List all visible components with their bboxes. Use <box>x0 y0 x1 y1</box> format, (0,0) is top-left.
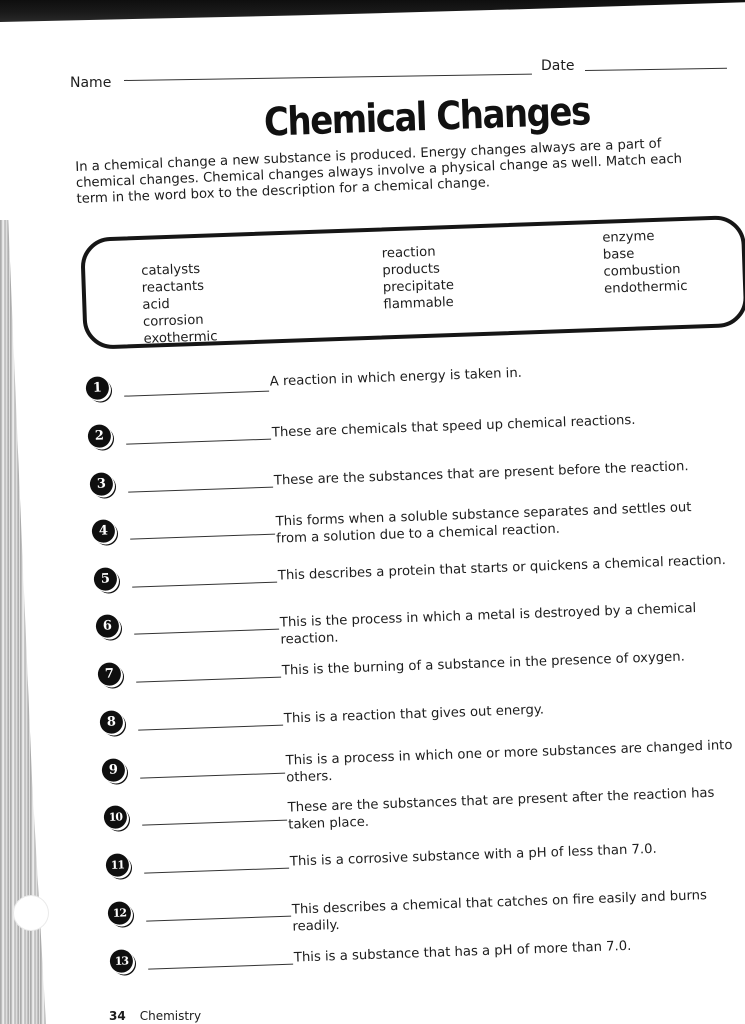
answer-blank[interactable] <box>142 820 287 826</box>
question-item <box>94 552 727 596</box>
question-number-badge: 11 <box>106 853 130 877</box>
word-item: enzyme <box>602 228 655 246</box>
word-item: acid <box>142 296 171 313</box>
question-text: This is a reaction that gives out energy. <box>283 702 545 727</box>
question-number-badge: 8 <box>100 710 124 734</box>
answer-blank[interactable] <box>148 964 293 970</box>
question-text: This is the burning of a substance in the presence of oxygen. <box>281 649 686 679</box>
word-item: reaction <box>381 244 436 262</box>
question-number-badge: 1 <box>86 376 110 400</box>
date-label: Date <box>541 58 575 74</box>
word-item: precipitate <box>382 277 455 296</box>
word-item: combustion <box>603 262 681 280</box>
question-number-badge: 3 <box>90 472 114 496</box>
intro-paragraph: In a chemical change a new substance is produced. Energy changes always are a part of chemical changes. Chemical changes always involve a physical change as well. Match each term in the word box to the description for a chemical change. <box>75 136 683 207</box>
word-item: base <box>602 246 635 263</box>
question-text: These are chemicals that speed up chemical reactions. <box>271 412 636 441</box>
answer-blank[interactable] <box>140 773 285 779</box>
page-number: 34 <box>109 1009 126 1023</box>
question-item <box>98 649 686 691</box>
word-item: catalysts <box>140 261 201 279</box>
answer-blank[interactable] <box>124 391 269 397</box>
question-item <box>108 888 708 935</box>
question-item <box>110 938 632 978</box>
answer-blank[interactable] <box>138 725 283 731</box>
question-number-badge: 12 <box>108 901 132 925</box>
question-text: This is the process in which a metal is destroyed by a chemical reaction. <box>279 601 697 648</box>
word-box-column-3 <box>602 227 688 298</box>
answer-blank[interactable] <box>132 582 277 588</box>
answer-blank[interactable] <box>126 439 271 445</box>
page-title: Chemical Changes <box>263 88 591 146</box>
question-item <box>102 737 733 787</box>
question-number-badge: 5 <box>94 567 118 591</box>
question-number-badge: 4 <box>92 519 116 543</box>
question-text: A reaction in which energy is taken in. <box>269 365 523 390</box>
question-item <box>88 412 636 453</box>
question-text: This is a process in which one or more substances are changed into others. <box>285 737 733 786</box>
question-item <box>96 601 697 648</box>
footer-subject: Chemistry <box>139 1009 202 1023</box>
name-label: Name <box>70 75 112 91</box>
page-footer <box>109 1009 201 1023</box>
word-item: endothermic <box>603 278 688 297</box>
question-number-badge: 13 <box>110 949 134 973</box>
question-number-badge: 6 <box>96 614 120 638</box>
answer-blank[interactable] <box>134 629 279 635</box>
answer-blank[interactable] <box>144 868 289 874</box>
question-item <box>86 365 523 405</box>
answer-blank[interactable] <box>146 916 291 922</box>
word-item: flammable <box>383 294 455 313</box>
answer-blank[interactable] <box>128 487 273 493</box>
word-item: corrosion <box>142 312 204 330</box>
question-text: This forms when a soluble substance separates and settles out from a solution due to a chemical reaction. <box>275 500 692 547</box>
answer-blank[interactable] <box>130 534 275 540</box>
word-item: products <box>382 261 441 279</box>
date-field[interactable] <box>585 68 727 71</box>
question-text: These are the substances that are present after the reaction has taken place. <box>287 785 715 833</box>
question-item <box>90 459 689 501</box>
word-box-column-2 <box>381 243 454 313</box>
question-text: This is a substance that has a pH of more than 7.0. <box>293 938 632 966</box>
question-text: This describes a protein that starts or quickens a chemical reaction. <box>277 552 727 584</box>
question-item <box>92 500 692 548</box>
question-item <box>106 841 657 882</box>
word-item: exothermic <box>143 329 218 347</box>
word-box <box>80 215 745 350</box>
question-text: This describes a chemical that catches on fire easily and burns readily. <box>291 888 708 935</box>
question-text: These are the substances that are present before the reaction. <box>273 459 689 489</box>
question-number-badge: 9 <box>102 758 126 782</box>
word-box-column-1 <box>141 260 218 348</box>
question-number-badge: 7 <box>98 662 122 686</box>
question-number-badge: 2 <box>88 424 112 448</box>
answer-blank[interactable] <box>136 677 281 683</box>
word-item: reactants <box>141 278 205 296</box>
question-item <box>100 702 545 739</box>
question-item <box>104 785 715 834</box>
name-field[interactable] <box>124 74 532 81</box>
question-number-badge: 10 <box>104 805 128 829</box>
question-text: This is a corrosive substance with a pH of less than 7.0. <box>289 841 657 870</box>
